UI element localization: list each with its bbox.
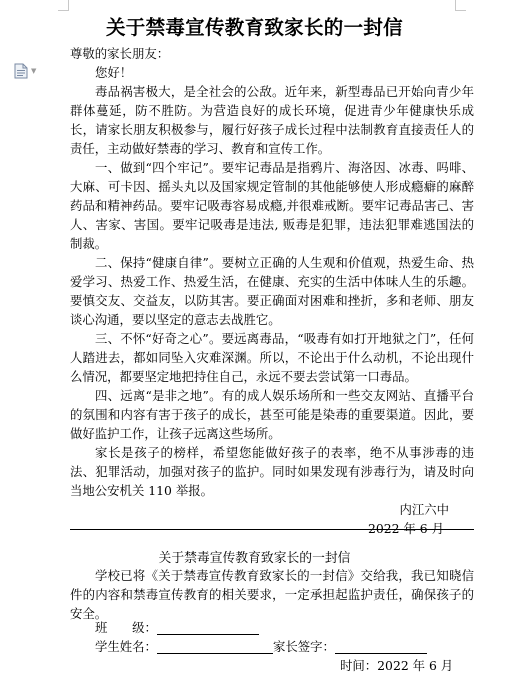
class-row (70, 618, 490, 636)
parent-signature-field[interactable] (335, 639, 427, 654)
parent-signature-label: 家长签字： (272, 639, 335, 654)
chevron-down-icon: ▼ (31, 67, 37, 75)
paragraph-self-discipline: 二、保持“健康自律”。要树立正确的人生观和价值观，热爱生命、热爱学习、热爱工作、热爱生活，在健康、充实的生活中体味人生的乐趣。要慎交友、交益友，以防其害。要正确面对困难和挫折，多和老师、朋友谈心沟通，要以坚定的意志去战胜它。 (70, 255, 474, 327)
receipt-body (70, 566, 474, 623)
paragraph-intro: 毒品祸害极大，是全社会的公敌。近年来，新型毒品已开始向青少年群体蔓延，防不胜防。为营造良好的成长环境，促进青少年健康快乐成长，请家长朋友积极参与，履行好孩子成长过程中法制教育直接责任人的责任，主动做好禁毒的学习、教育和宣传工作。 (70, 84, 474, 156)
page-corner-top-right (455, 0, 466, 11)
receipt-text: 学校已将《关于禁毒宣传教育致家长的一封信》交给我，我已知晓信件的内容和禁毒宣传教育的相关要求，一定承担起监护责任，确保孩子的安全。 (70, 568, 474, 621)
paragraph-parent-role: 家长是孩子的榜样，希望您能做好孩子的表率，绝不从事涉毒的违法、犯罪活动，加强对孩子的监护。同时如果发现有涉毒行为，请及时向当地公安机关 110 举报。 (70, 445, 474, 498)
document-icon (14, 63, 28, 79)
receipt-date: 时间：2022 年 6 月 (340, 658, 454, 673)
letter-body (70, 44, 474, 538)
paragraph-four-remembers: 一、做到“四个牢记”。要牢记毒品是指鸦片、海洛因、冰毒、吗啡、大麻、可卡因、摇头丸以及国家规定管制的其他能够使人形成瘾癖的麻醉药品和精神药品。要牢记吸毒容易成瘾,并很难戒断。要牢记毒品害己、害人、害家、害国。要牢记吸毒是违法, 贩毒是犯罪，违法犯罪难逃国法的制裁。 (70, 160, 474, 251)
letter-date: 2022 年 6 月 (367, 521, 444, 536)
student-name-field[interactable] (157, 639, 273, 654)
greeting: 您好！ (95, 65, 133, 80)
name-row (70, 637, 490, 655)
class-field[interactable] (157, 620, 259, 635)
cut-line-divider (70, 529, 474, 530)
salutation: 尊敬的家长朋友： (70, 46, 170, 61)
receipt-title: 关于禁毒宣传教育致家长的一封信 (158, 551, 351, 566)
signature: 内江六中 (399, 502, 449, 517)
paragraph-avoid-places: 四、远离“是非之地”。有的成人娱乐场所和一些交友网站、直播平台的氛围和内容有害于孩子的成长，甚至可能是染毒的重要渠道。因此，要做好监护工作，让孩子远离这些场所。 (70, 388, 474, 441)
paragraph-no-curiosity: 三、不怀“好奇之心”。要远离毒品，“吸毒有如打开地狱之门”，任何人踏进去，都如同坠入灾难深渊。所以，不论出于什么动机，不论出现什么情况，都要坚定地把持住自己，永远不要去尝试第一口毒品。 (70, 331, 474, 384)
class-label: 班 级： (95, 620, 157, 635)
letter-title: 关于禁毒宣传教育致家长的一封信 (105, 16, 403, 39)
student-name-label: 学生姓名： (95, 639, 157, 654)
page-corner-top-left (58, 0, 69, 11)
document-options-button[interactable] (14, 62, 42, 80)
